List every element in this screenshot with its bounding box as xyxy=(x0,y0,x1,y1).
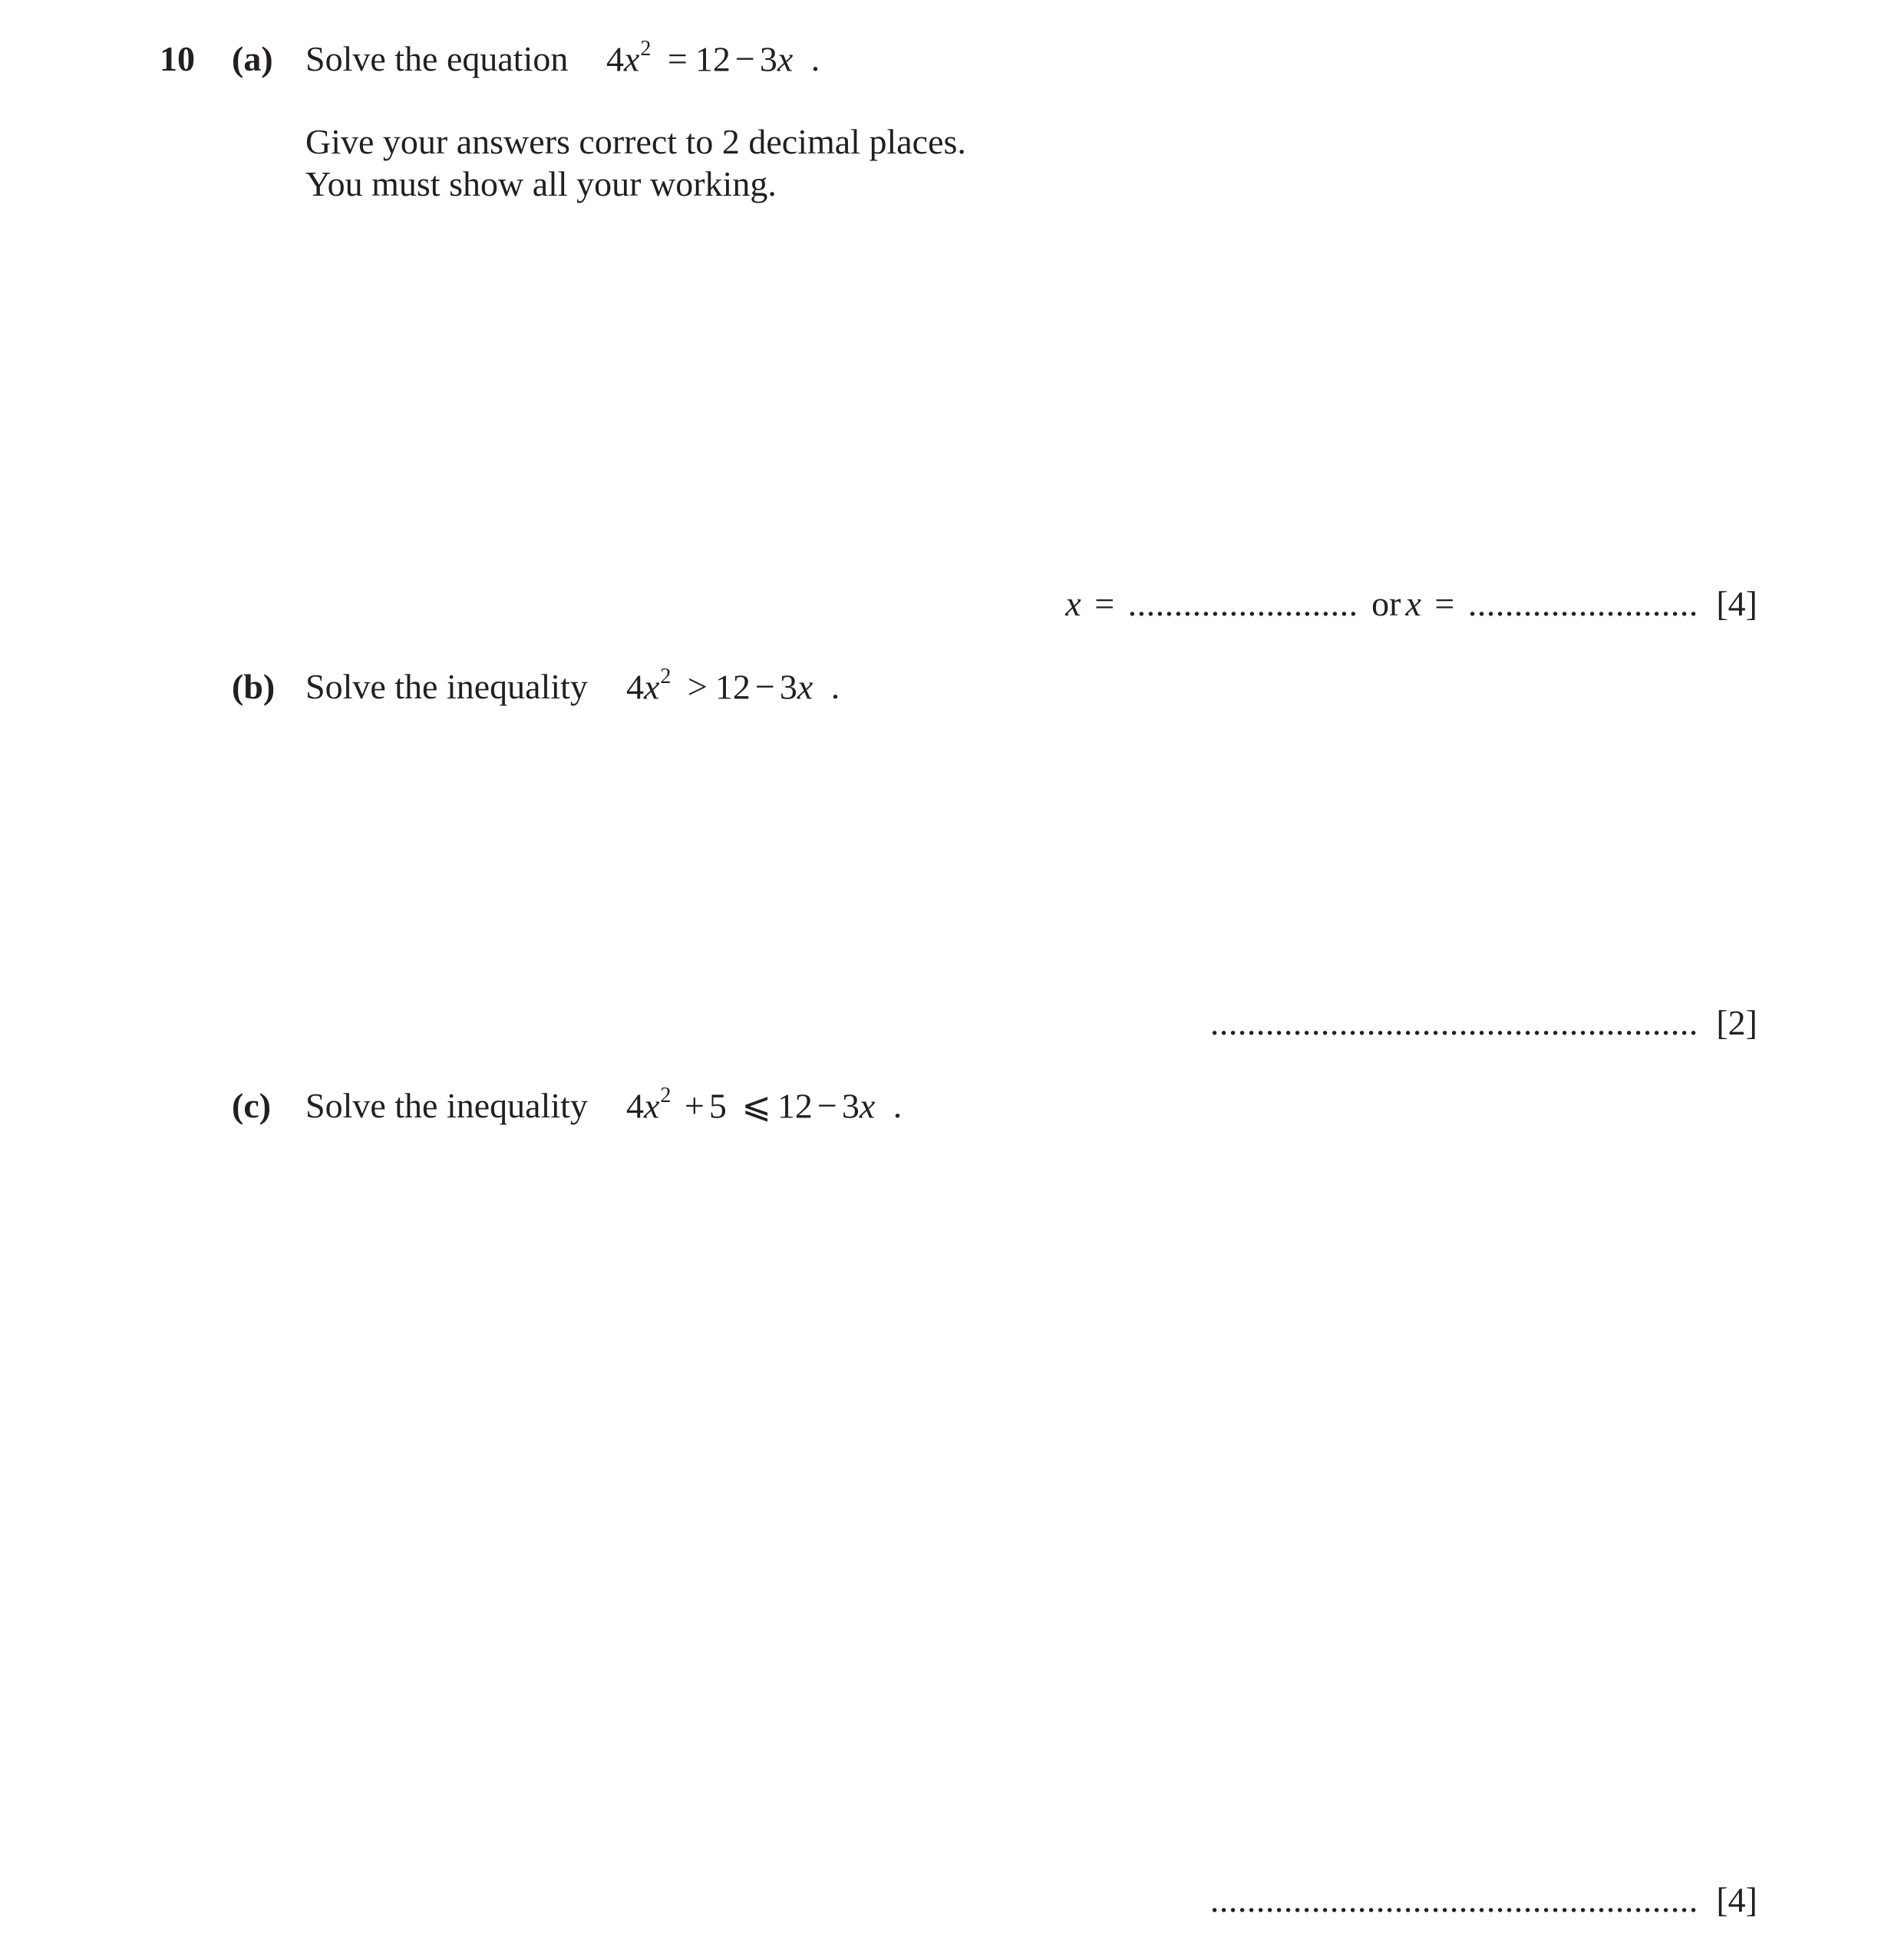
marks-c: [4] xyxy=(1716,1880,1757,1919)
inequality-exp: 2 xyxy=(660,665,672,688)
answer-field-c[interactable]: ..................................................... xyxy=(1209,1880,1698,1919)
inequality-rhs-op: − xyxy=(754,667,775,707)
answer-eq-1: = xyxy=(1094,584,1115,623)
part-a-prompt: Solve the equation xyxy=(305,39,569,78)
inequality-rhs-num: 12 xyxy=(714,667,751,707)
inequality-rhs-coef: 3 xyxy=(779,667,797,707)
question-number: 10 xyxy=(160,39,195,78)
inequality-rhs-var: x xyxy=(797,667,813,707)
answer-or: or xyxy=(1371,584,1401,623)
inequality-coef: 4 xyxy=(626,667,644,707)
part-a-instruction-1: Give your answers correct to 2 decimal places. xyxy=(305,122,966,161)
part-b-prompt: Solve the inequality xyxy=(305,667,588,706)
equation-end: . xyxy=(810,39,820,79)
part-b-answer-line xyxy=(1210,1005,1757,1041)
inequality-end: . xyxy=(830,667,840,707)
inequality-rel: > xyxy=(687,667,708,707)
equation-rel: = xyxy=(667,39,688,79)
part-b-inequality xyxy=(626,665,840,707)
part-c-inequality xyxy=(626,1084,903,1126)
equation-rhs-coef: 3 xyxy=(759,39,777,79)
equation-rhs-num: 12 xyxy=(695,39,731,79)
part-c-label: (c) xyxy=(232,1086,272,1125)
marks-b: [2] xyxy=(1716,1003,1757,1042)
inequality-c-rhs-num: 12 xyxy=(777,1086,813,1126)
equation-var: x xyxy=(624,39,640,79)
answer-var-2: x xyxy=(1405,584,1421,623)
answer-eq-2: = xyxy=(1434,584,1455,623)
inequality-c-rhs-var: x xyxy=(859,1086,876,1126)
inequality-c-coef: 4 xyxy=(626,1086,644,1126)
answer-field-2[interactable]: ......................... xyxy=(1467,584,1698,623)
part-a-label: (a) xyxy=(232,39,273,78)
answer-field-b[interactable]: ..................................................... xyxy=(1209,1003,1698,1042)
inequality-c-rhs-coef: 3 xyxy=(841,1086,860,1126)
inequality-c-var: x xyxy=(644,1086,660,1126)
inequality-c-rel: ⩽ xyxy=(741,1086,771,1126)
part-c-prompt: Solve the inequality xyxy=(305,1086,588,1125)
part-a-equation xyxy=(606,37,820,79)
marks-a: [4] xyxy=(1716,584,1757,623)
inequality-var: x xyxy=(644,667,660,707)
inequality-c-const: 5 xyxy=(708,1086,727,1126)
answer-var-1: x xyxy=(1065,584,1081,623)
equation-rhs-var: x xyxy=(777,39,794,79)
equation-rhs-op: − xyxy=(734,39,755,79)
part-b-label: (b) xyxy=(232,667,276,706)
answer-field-1[interactable]: ......................... xyxy=(1127,584,1358,623)
part-a-instruction-2: You must show all your working. xyxy=(305,164,777,203)
part-a-answer-line xyxy=(1065,586,1757,622)
inequality-c-end: . xyxy=(893,1086,903,1126)
equation-coef: 4 xyxy=(606,39,624,79)
inequality-c-exp: 2 xyxy=(660,1084,672,1107)
equation-exp: 2 xyxy=(640,37,652,61)
inequality-c-rhs-op: − xyxy=(817,1086,837,1126)
inequality-c-plus: + xyxy=(684,1086,705,1126)
part-c-answer-line xyxy=(1209,1880,1757,1919)
